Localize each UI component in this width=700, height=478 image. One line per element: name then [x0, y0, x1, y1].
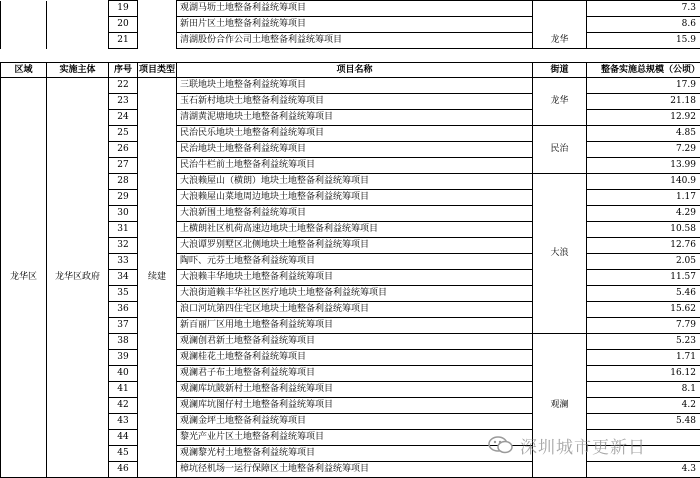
name-cell: 陶吓、元芬土地整备利益统筹项目 [177, 254, 533, 270]
num-cell: 28 [109, 174, 138, 190]
scale-cell: 15.9 [587, 33, 700, 49]
name-cell: 清湖黄泥塘地块土地整备利益统筹项目 [177, 110, 533, 126]
name-cell: 观湖马坜土地整备利益统筹项目 [177, 1, 533, 17]
name-cell: 观澜库坑陂新村土地整备利益统筹项目 [177, 382, 533, 398]
entity-cell [47, 1, 109, 17]
num-cell: 36 [109, 302, 138, 318]
scale-cell: 10.58 [587, 222, 700, 238]
area-cell [1, 33, 47, 49]
num-cell: 27 [109, 158, 138, 174]
street-cell: 民治 [533, 126, 587, 174]
name-cell: 观澜金坪土地整备利益统筹项目 [177, 414, 533, 430]
num-cell: 45 [109, 446, 138, 462]
scale-cell: 5.23 [587, 334, 700, 350]
entity-cell [47, 17, 109, 33]
name-cell: 观澜桂花土地整备利益统筹项目 [177, 350, 533, 366]
scale-cell [587, 430, 700, 446]
scale-cell: 5.46 [587, 286, 700, 302]
watermark-text: 深圳城市更新日 [520, 433, 646, 458]
name-cell: 大浪赖屋山（横朗）地块土地整备利益统筹项目 [177, 174, 533, 190]
name-cell: 樟坑径机场一运行保障区土地整备利益统筹项目 [177, 462, 533, 478]
scale-cell: 12.76 [587, 238, 700, 254]
name-cell: 清湖股份合作公司土地整备利益统筹项目 [177, 33, 533, 49]
num-cell: 41 [109, 382, 138, 398]
name-cell: 观澜库坑图仔村土地整备利益统筹项目 [177, 398, 533, 414]
scale-cell: 1.17 [587, 190, 700, 206]
table-row [1, 17, 700, 33]
num-cell: 23 [109, 94, 138, 110]
scale-cell: 21.18 [587, 94, 700, 110]
num-cell: 32 [109, 238, 138, 254]
scale-cell: 8.6 [587, 17, 700, 33]
street-cell: 龙华 [533, 78, 587, 126]
num-cell: 46 [109, 462, 138, 478]
street-cell: 大浪 [533, 174, 587, 334]
num-cell: 38 [109, 334, 138, 350]
num-cell: 33 [109, 254, 138, 270]
name-cell: 大浪街道赖丰华社区医疗地块土地整备利益统筹项目 [177, 286, 533, 302]
num-cell: 29 [109, 190, 138, 206]
header-scale: 整备实施总规模（公顷） [587, 63, 700, 78]
scale-cell: 4.2 [587, 398, 700, 414]
name-cell: 黎光产业片区土地整备利益统筹项目 [177, 430, 533, 446]
name-cell: 大浪新围土地整备利益统筹项目 [177, 206, 533, 222]
name-cell: 玉石新村地块土地整备利益统筹项目 [177, 94, 533, 110]
header-area: 区域 [1, 63, 47, 78]
scale-cell: 4.29 [587, 206, 700, 222]
scale-cell: 2.05 [587, 254, 700, 270]
name-cell: 上横朗社区机荷高速边地块土地整备利益统筹项目 [177, 222, 533, 238]
num-cell: 31 [109, 222, 138, 238]
area-cell [1, 1, 47, 17]
scale-cell: 7.29 [587, 142, 700, 158]
area-cell [1, 17, 47, 33]
header-street: 街道 [533, 63, 587, 78]
project-table [0, 62, 700, 478]
header-type: 项目类型 [138, 63, 177, 78]
scale-cell: 5.48 [587, 414, 700, 430]
name-cell: 大浪赖丰华地块土地整备利益统筹项目 [177, 270, 533, 286]
name-cell: 观澜创君新土地整备利益统筹项目 [177, 334, 533, 350]
scale-cell: 4.3 [587, 462, 700, 478]
name-cell: 民治牛栏前土地整备利益统筹项目 [177, 158, 533, 174]
scale-cell: 7.3 [587, 1, 700, 17]
header-name: 项目名称 [177, 63, 533, 78]
name-cell: 大浪赖屋山菜地周边地块土地整备利益统筹项目 [177, 190, 533, 206]
num-cell: 30 [109, 206, 138, 222]
area-cell: 龙华区 [1, 78, 47, 478]
entity-cell [47, 33, 109, 49]
street-cell: 观澜 [533, 334, 587, 478]
type-cell: 续建 [138, 78, 177, 478]
num-cell: 22 [109, 78, 138, 94]
num-cell: 24 [109, 110, 138, 126]
num-cell: 20 [109, 17, 138, 33]
scale-cell [587, 446, 700, 462]
name-cell: 新田片区土地整备利益统筹项目 [177, 17, 533, 33]
scale-cell: 13.99 [587, 158, 700, 174]
num-cell: 42 [109, 398, 138, 414]
num-cell: 26 [109, 142, 138, 158]
type-cell [138, 1, 177, 17]
previous-rows-table [0, 0, 700, 49]
num-cell: 25 [109, 126, 138, 142]
num-cell: 35 [109, 286, 138, 302]
name-cell: 三联地块土地整备利益统筹项目 [177, 78, 533, 94]
street-cell [533, 1, 587, 17]
table-row [1, 1, 700, 17]
table-row [1, 33, 700, 49]
header-row [1, 63, 700, 78]
name-cell: 大浪谭罗别墅区北侧地块土地整备利益统筹项目 [177, 238, 533, 254]
header-entity: 实施主体 [47, 63, 109, 78]
type-cell [138, 17, 177, 33]
street-cell: 龙华 [533, 33, 587, 49]
name-cell: 观澜黎光村土地整备利益统筹项目 [177, 446, 533, 462]
scale-cell: 4.85 [587, 126, 700, 142]
street-cell [533, 17, 587, 33]
scale-cell: 7.79 [587, 318, 700, 334]
table-row [1, 78, 700, 94]
num-cell: 40 [109, 366, 138, 382]
num-cell: 39 [109, 350, 138, 366]
num-cell: 37 [109, 318, 138, 334]
num-cell: 43 [109, 414, 138, 430]
entity-cell: 龙华区政府 [47, 78, 109, 478]
num-cell: 44 [109, 430, 138, 446]
header-num: 序号 [109, 63, 138, 78]
name-cell: 浪口河坑第四住宅区地块土地整备利益统筹项目 [177, 302, 533, 318]
name-cell: 民治地块土地整备利益统筹项目 [177, 142, 533, 158]
name-cell: 新百丽厂区用地土地整备利益统筹项目 [177, 318, 533, 334]
scale-cell: 17.9 [587, 78, 700, 94]
num-cell: 19 [109, 1, 138, 17]
scale-cell: 140.9 [587, 174, 700, 190]
name-cell: 观澜君子布土地整备利益统筹项目 [177, 366, 533, 382]
num-cell: 34 [109, 270, 138, 286]
scale-cell: 8.1 [587, 382, 700, 398]
num-cell: 21 [109, 33, 138, 49]
scale-cell: 11.57 [587, 270, 700, 286]
scale-cell: 12.92 [587, 110, 700, 126]
name-cell: 民治民乐地块土地整备利益统筹项目 [177, 126, 533, 142]
scale-cell: 16.12 [587, 366, 700, 382]
scale-cell: 15.62 [587, 302, 700, 318]
scale-cell: 1.71 [587, 350, 700, 366]
type-cell [138, 33, 177, 49]
